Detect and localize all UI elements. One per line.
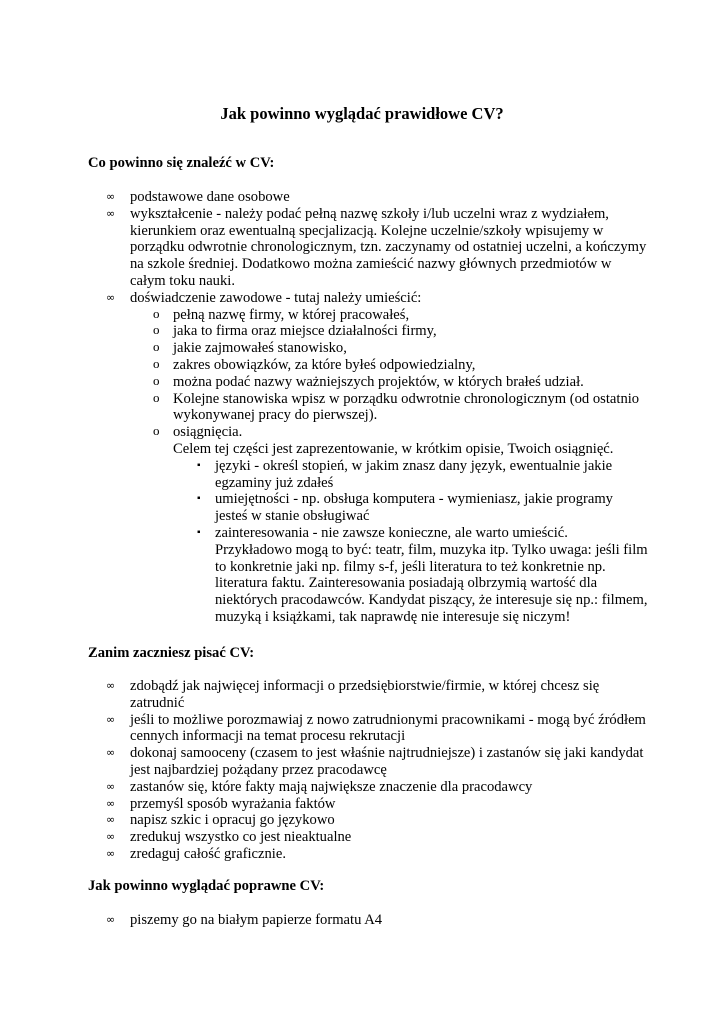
square-bullet-icon: ▪ <box>197 526 201 538</box>
list-item: ∞ przemyśl sposób wyrażania faktów <box>106 795 336 812</box>
square-bullet-icon: ▪ <box>197 493 201 505</box>
infinity-bullet-icon: ∞ <box>106 290 116 304</box>
list-item: ∞ piszemy go na białym papierze formatu A4 <box>106 912 383 928</box>
list-item: ∞ napisz szkic i opracuj go językowo <box>106 812 335 829</box>
sublist-item: o jakie zajmowałeś stanowisko, <box>153 339 347 357</box>
circle-bullet-icon: o <box>153 372 160 388</box>
infinity-bullet-icon: ∞ <box>106 190 116 203</box>
sub-sublist-item: ▪ języki - określ stopień, w jakim znasz dany język, ewentualnie jakie egzaminy już zdałeś <box>197 457 613 491</box>
circle-bullet-icon: o <box>153 423 160 439</box>
circle-bullet-icon: o <box>153 339 160 355</box>
infinity-bullet-icon: ∞ <box>106 846 116 860</box>
before-writing-list <box>88 678 648 863</box>
section-heading-before-writing: Zanim zaczniesz pisać CV: <box>88 645 255 661</box>
list-item: ∞ zredaguj całość graficznie. <box>106 845 286 862</box>
list-item: ∞ wykształcenie - należy podać pełną nazwę szkoły i/lub uczelni wraz z wydziałem, kierunkiem oraz ewentualną specjalizacją. Kolejne uczelnie/szkoły wpisujemy w porządku odwrotnie chronologicznym, tzn. zaczynamy od ostatniej uczelni, a kończymy na szkole średniej. Dodatkowo można zamieścić nazwy głównych przedmiotów w całym toku nauki. <box>106 205 647 289</box>
infinity-bullet-icon: ∞ <box>106 796 116 810</box>
infinity-bullet-icon: ∞ <box>106 913 116 926</box>
infinity-bullet-icon: ∞ <box>106 746 116 760</box>
sub-sublist-item: ▪ zainteresowania - nie zawsze konieczne, ale warto umieścić. Przykładowo mogą to być: teatr, film, muzyka itp. Tylko uwaga: jeśli film to konkretnie jaki np. filmy s-f, jeśli literatura to też konkretnie np. literatura faktu. Zainteresowania posiadają olbrzymią wartość dla niektórych pracodawców. Kandydat piszący, że interesuje się np.: filmem, muzyką i książkami, tak naprawdę nie interesuje się niczym! <box>197 524 648 625</box>
list-item: ∞ zdobądź jak najwięcej informacji o przedsiębiorstwie/firmie, w której chcesz się zatrudnić <box>106 678 600 711</box>
sublist-item: o osiągnięcia. Celem tej części jest zaprezentowanie, w krótkim opisie, Twoich osiągnięć. ▪ języki - określ stopień, w jakim znasz dany język, ewentualnie jakie egzaminy już zdałeś ▪ umiejętności - np. obsługa komputera - wymieniasz, jakie programy jesteś w stanie obsługiwać ▪ zainteresowania - nie zawsze konieczne, ale warto umieścić. Przykładowo mogą to być: teatr, film, muzyka itp. Tylko uwaga: jeśli film to konkretnie jaki np. filmy s-f, jeśli literatura to też konkretnie np. literatura faktu. Zainteresowania posiadają olbrzymią wartość dla niektórych pracodawców. Kandydat piszący, że interesuje się np.: filmem, muzyką i książkami, tak naprawdę nie interesuje się niczym! <box>153 423 648 625</box>
correct-cv-list <box>88 912 648 929</box>
list-item: ∞ dokonaj samooceny (czasem to jest właśnie najtrudniejsze) i zastanów się jaki kandydat jest najbardziej pożądany przez pracodawcę <box>106 745 644 778</box>
sublist-item: o zakres obowiązków, za które byłeś odpowiedzialny, <box>153 355 476 373</box>
achievements-note: Celem tej części jest zaprezentowanie, w krótkim opisie, Twoich osiągnięć. <box>173 440 614 457</box>
infinity-bullet-icon: ∞ <box>106 206 116 220</box>
sublist-item: o jaka to firma oraz miejsce działalności firmy, <box>153 322 437 340</box>
what-to-include-list <box>88 189 648 626</box>
circle-bullet-icon: o <box>153 389 160 405</box>
list-item: ∞ podstawowe dane osobowe <box>106 189 290 205</box>
sublist-item: o można podać nazwy ważniejszych projektów, w których brałeś udział. <box>153 372 584 390</box>
circle-bullet-icon: o <box>153 322 160 338</box>
list-item: ∞ zastanów się, które fakty mają największe znaczenie dla pracodawcy <box>106 778 533 795</box>
infinity-bullet-icon: ∞ <box>106 712 116 726</box>
sub-sublist-item: ▪ umiejętności - np. obsługa komputera - wymieniasz, jakie programy jesteś w stanie obsługiwać <box>197 491 613 525</box>
infinity-bullet-icon: ∞ <box>106 779 116 793</box>
sublist-item: o pełną nazwę firmy, w której pracowałeś, <box>153 305 410 323</box>
infinity-bullet-icon: ∞ <box>106 813 116 827</box>
achievements-sublist <box>173 458 648 626</box>
square-bullet-icon: ▪ <box>197 459 201 471</box>
list-item: ∞ doświadczenie zawodowe - tutaj należy umieścić: o pełną nazwę firmy, w której pracowałeś, o jaka to firma oraz miejsce działalności firmy, o jakie zajmowałeś stanowisko, o zakres obowiązków, za które byłeś odpowiedzialny, o można podać nazwy ważniejszych projektów, w których brałeś udział. o Kolejne stanowiska wpisz w porządku odwrotnie chronologicznym (od ostatnio wykonywanej pracy do pierwszej). o osiągnięcia. Celem tej części jest zaprezentowanie, w krótkim opisie, Twoich osiągnięć. ▪ języki - określ stopień, w jakim znasz dany język, ewentualnie jakie egzaminy już zdałeś ▪ umiejętności - np. obsługa komputera - wymieniasz, jakie programy jesteś w stanie obsługiwać ▪ zainteresowania - nie zawsze konieczne, ale warto umieścić. Przykładowo mogą to być: teatr, film, muzyka itp. Tylko uwaga: jeśli film to konkretnie jaki np. filmy s-f, jeśli literatura to też konkretnie np. literatura faktu. Zainteresowania posiadają olbrzymią wartość dla niektórych pracodawców. Kandydat piszący, że interesuje się np.: filmem, muzyką i książkami, tak naprawdę nie interesuje się niczym! <box>106 289 648 625</box>
section-heading-correct-cv: Jak powinno wyglądać poprawne CV: <box>88 878 325 894</box>
document-title: Jak powinno wyglądać prawidłowe CV? <box>220 104 504 123</box>
work-experience-sublist <box>130 307 648 626</box>
infinity-bullet-icon: ∞ <box>106 679 116 692</box>
section-heading-what-to-include: Co powinno się znaleźć w CV: <box>88 155 275 171</box>
circle-bullet-icon: o <box>153 355 160 371</box>
circle-bullet-icon: o <box>153 305 160 321</box>
sublist-item: o Kolejne stanowiska wpisz w porządku odwrotnie chronologicznym (od ostatnio wykonywanej pracy do pierwszej). <box>153 389 640 424</box>
list-item: ∞ zredukuj wszystko co jest nieaktualne <box>106 829 352 846</box>
infinity-bullet-icon: ∞ <box>106 830 116 844</box>
list-item: ∞ jeśli to możliwe porozmawiaj z nowo zatrudnionymi pracownikami - mogą być źródłem cennych informacji na temat procesu rekrutacji <box>106 711 646 745</box>
